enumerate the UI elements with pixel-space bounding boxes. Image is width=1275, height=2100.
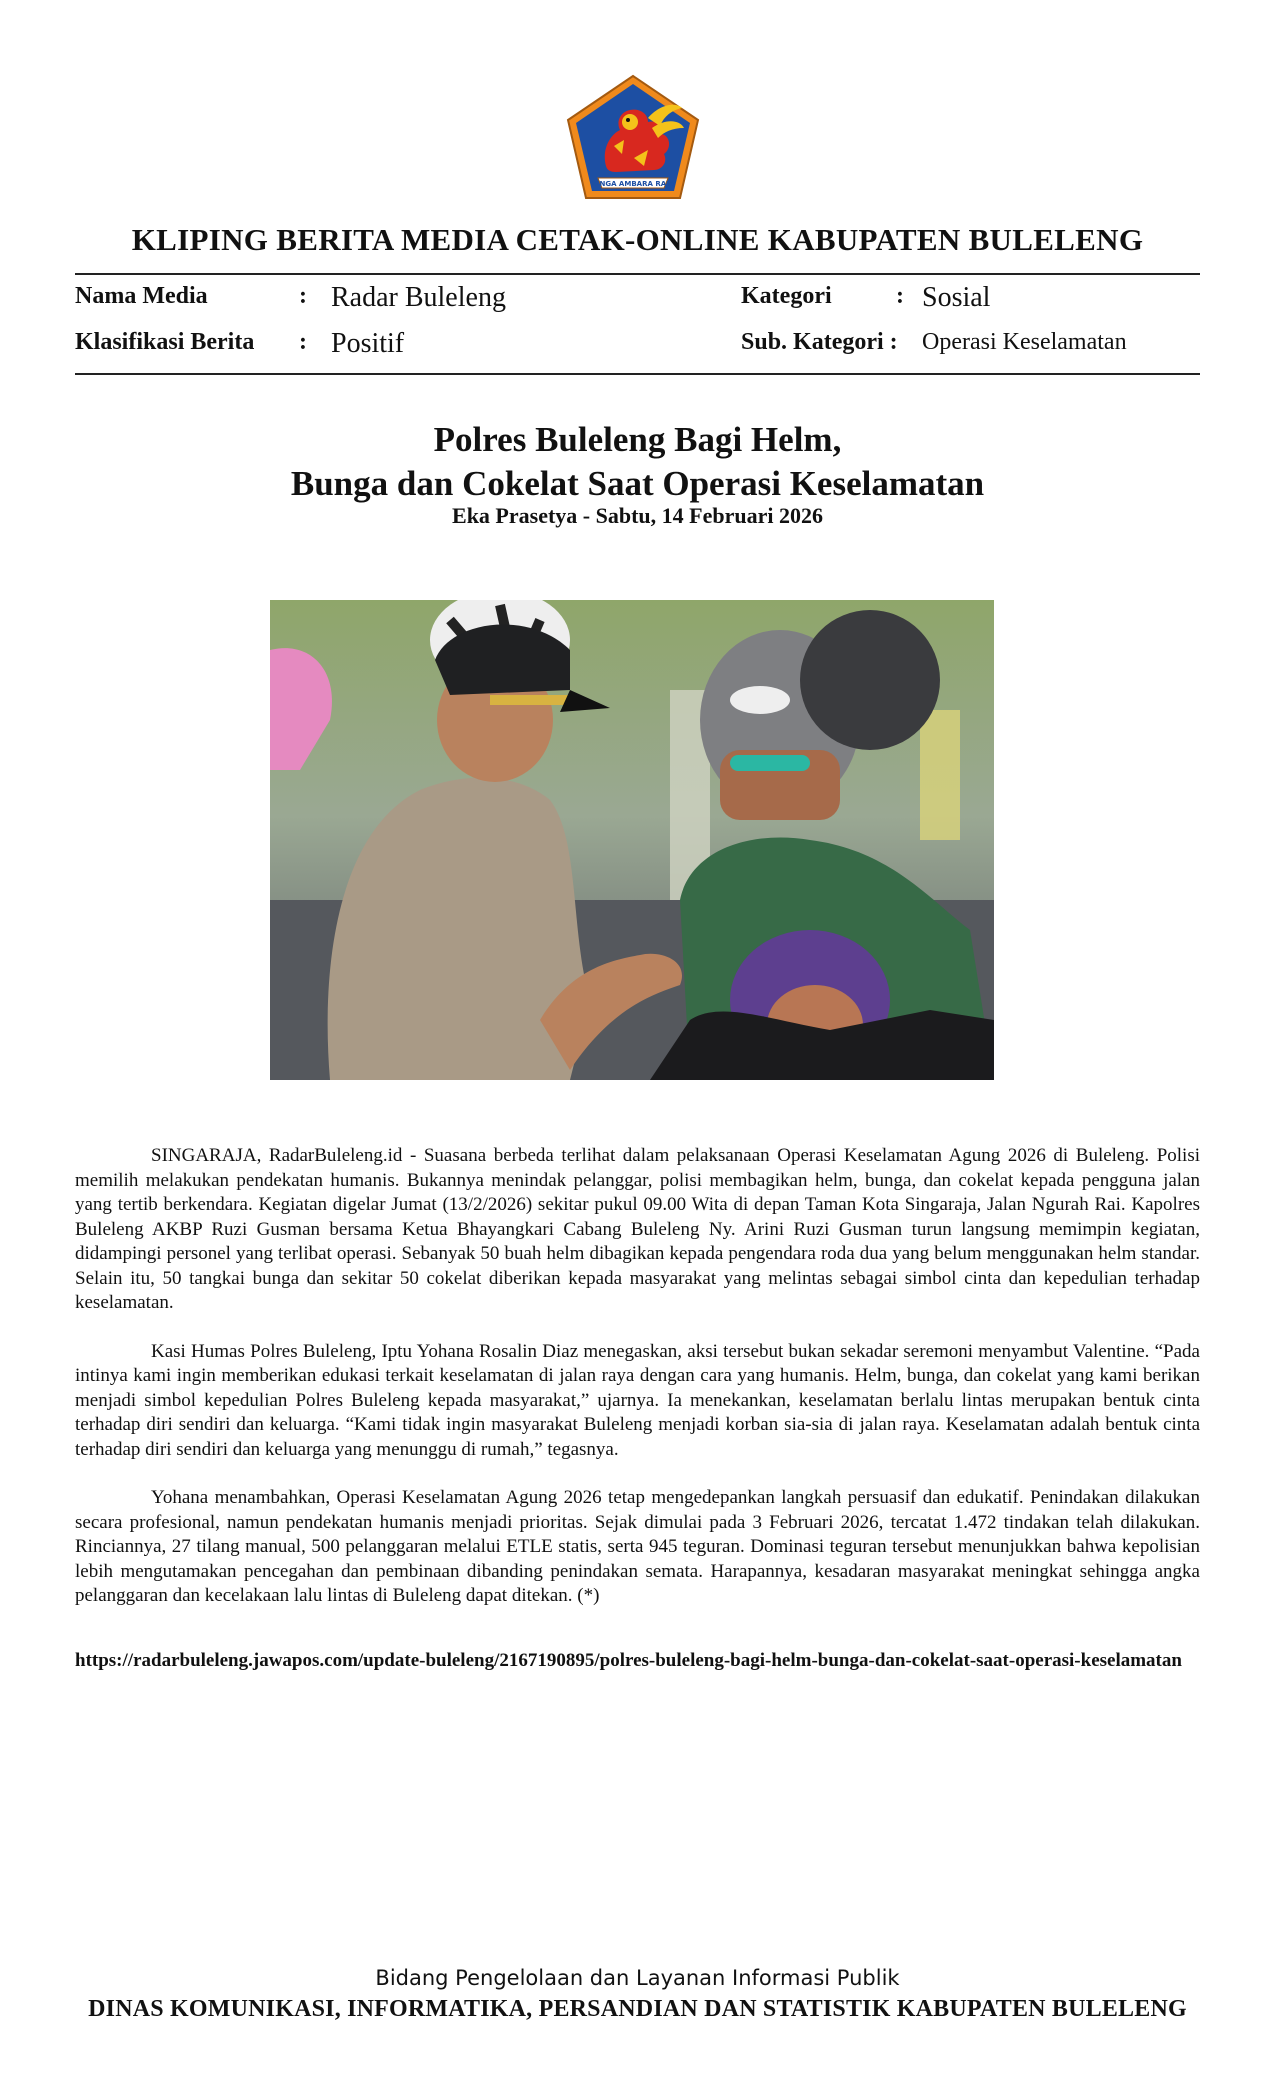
logo-motto-text: SINGA AMBARA RAJA (591, 180, 675, 188)
sub-kategori-value: Operasi Keselamatan (922, 329, 1127, 355)
kategori-label: Kategori (741, 283, 832, 309)
article-photo (270, 600, 994, 1080)
nama-media-colon: : (299, 283, 307, 309)
source-url-link[interactable]: https://radarbuleleng.jawapos.com/update-buleleng/2167190895/polres-buleleng-bagi-helm-bunga-dan-cokelat-saat-operasi-keselamatan (75, 1650, 1182, 1671)
sub-kategori-label: Sub. Kategori : (741, 329, 898, 355)
kategori-value: Sosial (922, 282, 991, 313)
article-paragraph-2: Kasi Humas Polres Buleleng, Iptu Yohana Rosalin Diaz menegaskan, aksi tersebut bukan sekadar seremoni menyambut Valentine. “Pada intinya kami ingin memberikan edukasi terkait keselamatan di jalan raya dengan cara yang humanis. Helm, bunga, dan cokelat yang kami berikan menjadi simbol kepedulian Polres Buleleng kepada masyarakat,” ujarnya. Ia menekankan, keselamatan berlalu lintas merupakan bentuk cinta terhadap diri sendiri dan keluarga. “Kami tidak ingin masyarakat Buleleng menjadi korban sia-sia di jalan raya. Keselamatan adalah bentuk cinta terhadap diri sendiri dan keluarga yang menunggu di rumah,” tegasnya. (75, 1340, 1200, 1460)
nama-media-label: Nama Media (75, 283, 208, 309)
article-byline: Eka Prasetya - Sabtu, 14 Februari 2026 (452, 503, 823, 528)
kategori-colon: : (896, 283, 904, 309)
police-crest-icon (564, 74, 702, 202)
klasifikasi-colon: : (299, 329, 307, 355)
klasifikasi-value: Positif (331, 328, 405, 359)
top-divider (75, 273, 1200, 275)
article-headline (75, 418, 1200, 506)
footer-department: Bidang Pengelolaan dan Layanan Informasi Publik (375, 1966, 900, 1990)
article-paragraph-3: Yohana menambahkan, Operasi Keselamatan Agung 2026 tetap mengedepankan langkah persuasif dan edukatif. Penindakan dilakukan secara profesional, namun pendekatan humanis menjadi prioritas. Sejak dimulai pada 3 Februari 2026, tercatat 1.472 tindakan telah dilakukan. Rinciannya, 27 tilang manual, 500 pelanggaran melalui ETLE statis, serta 945 teguran. Dominasi teguran tersebut menunjukkan bahwa kepolisian lebih mengutamakan pencegahan dan pembinaan dibanding penindakan semata. Harapannya, kesadaran masyarakat meningkat sehingga angka pelanggaran dan kecelakaan lalu lintas di Buleleng dapat ditekan. (*) (75, 1487, 1200, 1606)
police-crest-logo (564, 74, 702, 202)
page-title: KLIPING BERITA MEDIA CETAK-ONLINE KABUPATEN BULELENG (131, 222, 1144, 257)
headline-line-1: Polres Buleleng Bagi Helm, (433, 420, 842, 459)
footer-agency: DINAS KOMUNIKASI, INFORMATIKA, PERSANDIAN DAN STATISTIK KABUPATEN BULELENG (88, 1996, 1187, 2022)
article-paragraph-1: SINGARAJA, RadarBuleleng.id - Suasana berbeda terlihat dalam pelaksanaan Operasi Keselamatan Agung 2026 di Buleleng. Polisi memilih melakukan pendekatan humanis. Bukannya menindak pelanggar, polisi membagikan helm, bunga, dan cokelat kepada pengguna jalan yang tertib berkendara. Kegiatan digelar Jumat (13/2/2026) sekitar pukul 09.00 Wita di depan Taman Kota Singaraja, Jalan Ngurah Rai. Kapolres Buleleng AKBP Ruzi Gusman bersama Ketua Bhayangkari Cabang Buleleng Ny. Arini Ruzi Gusman turun langsung memimpin kegiatan, didampingi personel yang terlibat operasi. Sebanyak 50 buah helm dibagikan kepada pengendara roda dua yang belum menggunakan helm standar. Selain itu, 50 tangkai bunga dan sekitar 50 cokelat diberikan kepada masyarakat yang melintas sebagai simbol cinta dan kepedulian terhadap keselamatan. (75, 1145, 1200, 1313)
meta-divider (75, 373, 1200, 375)
photo-illustration (270, 600, 994, 1080)
nama-media-value: Radar Buleleng (331, 282, 506, 313)
article-body (75, 1144, 1200, 1633)
headline-line-2: Bunga dan Cokelat Saat Operasi Keselamatan (290, 464, 985, 503)
klasifikasi-label: Klasifikasi Berita (75, 329, 255, 355)
